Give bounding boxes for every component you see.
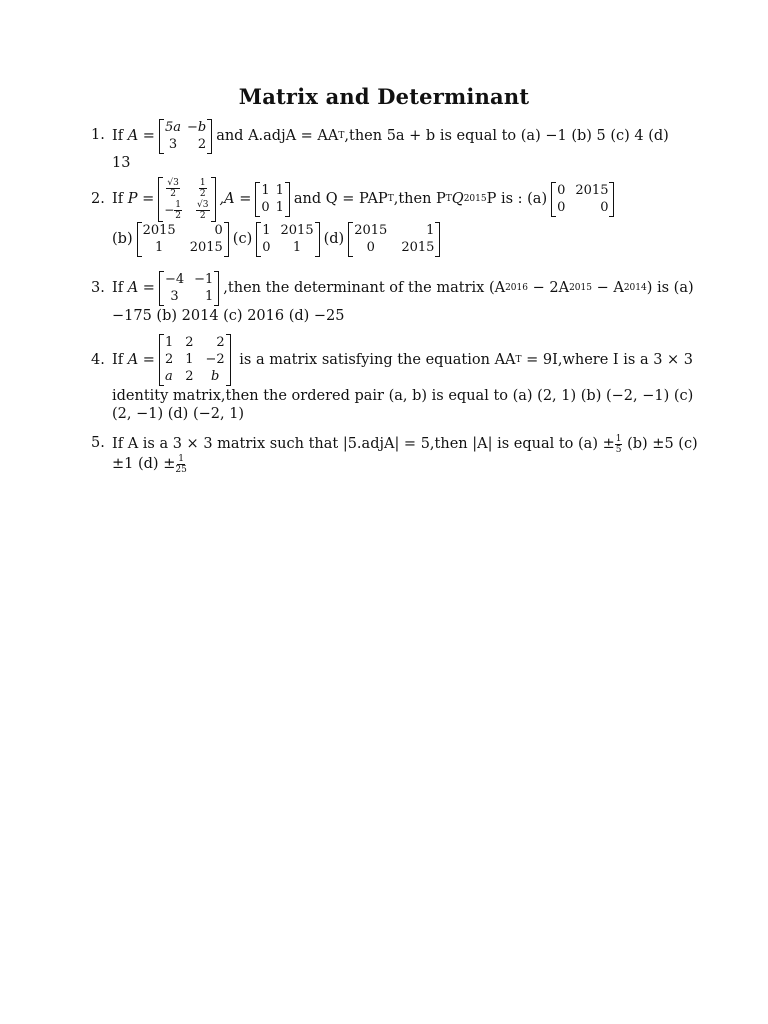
option-label: (b) [112, 231, 133, 247]
problem-3: 3. If A = −4 −1 3 1 ,then the determinant of the matrix (A 2016 − 2A 2015 − A 2014 ) is (a) −175 (b) 2014 (c) 2016 (d) −25 [91, 271, 694, 324]
matrix-cell: 1 [275, 182, 284, 198]
problem-text: and Q = PAP [293, 191, 388, 207]
matrix-cell: 1 [185, 352, 194, 367]
matrix-cell: 2015 [354, 222, 388, 238]
problem-number: 4. [91, 352, 105, 368]
problem-text: A = [127, 128, 155, 144]
problem-number: 1. [91, 127, 105, 143]
fraction: $\frac{1}{25}$ [175, 453, 187, 475]
problem-text: and A.adjA = AA [216, 128, 339, 144]
option-label: (d) [323, 231, 345, 247]
option-a-matrix [551, 182, 614, 217]
problem-text: ±1 (d) ± [112, 456, 176, 472]
matrix-cell: 0 [214, 222, 223, 238]
matrix-cell: 3 [168, 136, 178, 152]
matrix-cell: 1 [164, 335, 174, 350]
matrix-cell: b [210, 369, 220, 384]
option-label: (c) [232, 231, 253, 247]
matrix-cell: 2015 [189, 239, 223, 255]
matrix-cell: $\frac{1}{2}$ [199, 177, 206, 199]
matrix-cell: 2 [185, 369, 194, 384]
problem-number: 5. [91, 435, 105, 451]
matrix-cell: −4 [164, 271, 185, 287]
problem-text: Q [451, 191, 464, 207]
problem-text: A = [127, 280, 155, 296]
matrix-cell: 2 [164, 352, 174, 367]
problem-text: If [112, 352, 124, 368]
matrix-cell: 0 [262, 239, 271, 255]
matrix-cell: $\frac{√3}{2}$ [167, 177, 179, 199]
matrix-cell: 3 [170, 288, 179, 304]
matrix-cell: −b [186, 119, 207, 135]
matrix-cell: 1 [292, 239, 302, 255]
matrix-cell: 1 [205, 288, 214, 304]
matrix-cell: 2 [197, 136, 207, 152]
problem-text: ) is (a) [646, 280, 694, 296]
matrix-cell: 1 [261, 182, 270, 198]
problem-text: ,A = [219, 191, 252, 207]
problem-text: ,then P [393, 191, 446, 207]
matrix-cell: −1 [194, 271, 214, 287]
problem-text: − 2A [527, 280, 570, 296]
matrix-cell: 1 [262, 222, 271, 238]
problem-4: 4. If A = 1 2 2 2 1 −2 a 2 b is a matrix satisfying the equation AA T = 9I,where I is a 3 × 3 identity matrix,then the ordered pair (a, b) is equal to (a) (2, 1) (b) (−2, −1) (c) (2, −1) (d) (−2, 1) [91, 335, 694, 422]
option-d-matrix [348, 222, 440, 257]
matrix-p [158, 177, 215, 222]
problem-text: is a matrix satisfying the equation AA [239, 352, 516, 368]
page-title: Matrix and Determinant [238, 84, 530, 109]
matrix-cell: 2015 [575, 182, 609, 198]
problem-2: 2. If P = $\frac{√3}{2}$ $\frac{1}{2}$ − $\frac{1}{2}$ $\frac{√3}{2}$ ,A = 1 1 0 1 and Q = PAP T ,then P T Q 2015 P is : (a) 0 2015 0 0 (b) 2015 0 1 2015 (c) 1 2015 0 1 (d) 2015 1 0 2015 [112, 178, 678, 258]
fraction: $\frac{1}{5}$ [615, 433, 622, 455]
matrix-cell: 2 [216, 335, 225, 350]
problem-1: 1. If A = 5a −b 3 2 and A.adjA = AA T ,then 5a + b is equal to (a) −1 (b) 5 (c) 4 (d) 13 [112, 118, 678, 172]
problem-text: If [112, 191, 124, 207]
matrix-cell: 0 [366, 239, 375, 255]
problem-text: identity matrix,then the ordered pair (a, b) is equal to (a) (2, 1) (b) (−2, −1) (c) [112, 388, 694, 404]
problem-text: ,then the determinant of the matrix (A [223, 280, 506, 296]
matrix-cell: 2015 [142, 222, 176, 238]
problem-text: If [112, 280, 124, 296]
matrix-a [159, 271, 219, 306]
problem-text: (2, −1) (d) (−2, 1) [112, 406, 245, 422]
matrix-cell: 0 [557, 199, 566, 215]
option-c-matrix [256, 222, 319, 257]
problem-text: If A is a 3 × 3 matrix such that |5.adjA| = 5,then |A| is equal to (a) ± [112, 436, 615, 452]
matrix-cell: 0 [557, 182, 566, 198]
problem-text: P = [127, 191, 155, 207]
problem-text: = 9I,where I is a 3 × 3 [521, 352, 694, 368]
problem-number: 2. [91, 191, 105, 207]
problem-text: If [112, 128, 124, 144]
matrix-cell: 2015 [401, 239, 435, 255]
problem-text: P is : (a) [486, 191, 548, 207]
problem-text: 13 [112, 155, 131, 171]
problem-text: (b) ±5 (c) [622, 436, 698, 452]
problem-text: A = [127, 352, 155, 368]
problem-5 [91, 433, 698, 475]
problem-number: 3. [91, 280, 105, 296]
matrix-a [159, 119, 212, 154]
problem-text: ,then 5a + b is equal to (a) −1 (b) 5 (c) 4 (d) [344, 128, 669, 144]
matrix-cell: 1 [155, 239, 164, 255]
matrix-cell: 1 [426, 222, 435, 238]
matrix-a [159, 334, 231, 386]
matrix-cell: 2015 [280, 222, 314, 238]
matrix-cell: a [164, 369, 173, 384]
matrix-cell: 0 [261, 199, 270, 215]
problem-text: −175 (b) 2014 (c) 2016 (d) −25 [112, 308, 345, 324]
matrix-cell: 0 [600, 199, 609, 215]
matrix-cell: 5a [164, 119, 181, 135]
matrix-a [255, 182, 290, 217]
matrix-cell: − $\frac{1}{2}$ [164, 199, 182, 221]
matrix-cell: −2 [205, 352, 225, 367]
matrix-cell: $\frac{√3}{2}$ [197, 199, 209, 221]
matrix-cell: 2 [185, 335, 194, 350]
option-b-matrix [137, 222, 229, 257]
matrix-cell: 1 [275, 199, 284, 215]
problem-text: − A [591, 280, 624, 296]
